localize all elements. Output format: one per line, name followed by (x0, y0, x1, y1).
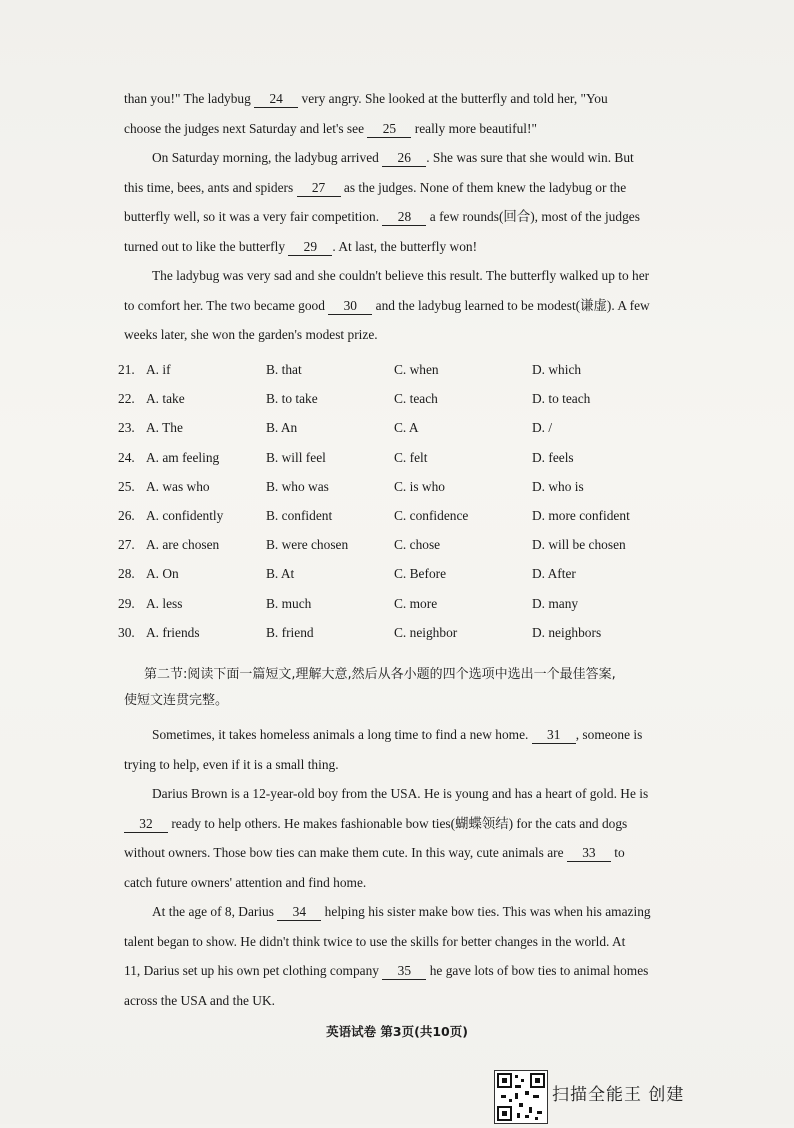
line-text: to comfort her. The two became good (124, 297, 329, 313)
option-c: C. felt (394, 449, 428, 465)
blank-number: 27 (297, 180, 341, 197)
question-number: 22. (118, 391, 135, 407)
section-two-instructions (124, 662, 704, 714)
line-text: a few rounds(回合), most of the judges (426, 209, 640, 224)
option-a: A. if (146, 362, 171, 377)
line-text: Darius Brown is a 12-year-old boy from the USA. He is young and has a heart of gold. He is (152, 786, 649, 801)
page-footer: 英语试卷 第3页(共10页) (326, 1024, 468, 1039)
options-table (118, 362, 718, 654)
blank-number: 24 (254, 91, 298, 108)
option-row (118, 391, 718, 420)
passage-line (124, 986, 704, 1016)
line-text: helping his sister make bow ties. This was when his amazing (321, 904, 651, 919)
option-c: C. A (394, 420, 419, 436)
passage-line (124, 143, 704, 173)
line-text: butterfly well, so it was a very fair competition. (124, 209, 383, 224)
option-b: B. who was (266, 478, 329, 494)
option-c: C. when (394, 362, 439, 377)
blank-number: 30 (328, 298, 372, 315)
line-text: turned out to like the butterfly (124, 238, 289, 254)
option-c: C. teach (394, 391, 438, 407)
question-number: 21. (118, 362, 135, 377)
line-text: and the ladybug learned to be modest(谦虚). A few (372, 297, 650, 313)
line-text: without owners. Those bow ties can make them cute. In this way, cute animals are (124, 845, 567, 860)
option-d: D. / (532, 420, 553, 436)
option-a: A. take (146, 391, 185, 407)
option-d: D. to teach (532, 391, 591, 407)
option-a: A. are chosen (146, 537, 220, 553)
passage-line (124, 202, 704, 232)
option-b: B. friend (266, 624, 314, 640)
option-row (118, 625, 718, 654)
option-a: A. confidently (146, 507, 224, 523)
line-text: than you!" The ladybug (124, 91, 255, 106)
line-text: At the age of 8, Darius (152, 904, 278, 919)
question-number: 30. (118, 624, 135, 640)
question-number: 27. (118, 537, 135, 553)
line-text: very angry. She looked at the butterfly and told her, "You (298, 91, 608, 106)
passage-line (124, 750, 704, 780)
scanner-watermark: 扫描全能王 创建 (552, 1085, 685, 1105)
option-row (118, 537, 718, 566)
option-row (118, 508, 718, 537)
option-c: C. Before (394, 566, 447, 582)
line-text: . She was sure that she would win. But (426, 150, 634, 165)
passage-line (124, 114, 704, 144)
option-d: D. which (532, 362, 582, 377)
line-text: this time, bees, ants and spiders (124, 179, 297, 195)
question-number: 24. (118, 449, 135, 465)
line-text: . At last, the butterfly won! (332, 238, 478, 254)
blank-number: 31 (532, 727, 576, 744)
option-d: D. will be chosen (532, 537, 626, 553)
option-a: A. The (146, 420, 183, 436)
question-number: 28. (118, 566, 135, 582)
blank-number: 32 (124, 816, 168, 833)
option-a: A. am feeling (146, 449, 220, 465)
option-c: C. chose (394, 537, 441, 553)
line-text: across the USA and the UK. (124, 992, 275, 1008)
passage-line (124, 232, 704, 262)
option-row (118, 450, 718, 479)
option-b: B. to take (266, 391, 318, 407)
passage-line (124, 84, 704, 114)
option-row (118, 479, 718, 508)
line-text: to (610, 845, 625, 860)
option-row (118, 566, 718, 595)
question-number: 23. (118, 420, 135, 436)
line-text: Sometimes, it takes homeless animals a long time to find a new home. (152, 727, 532, 742)
passage-line (124, 838, 704, 868)
line-text: weeks later, she won the garden's modest prize. (124, 327, 378, 342)
option-row (118, 596, 718, 625)
line-text: The ladybug was very sad and she couldn't believe this result. The butterfly walked up to her (152, 268, 650, 283)
option-row (118, 420, 718, 449)
blank-number: 25 (367, 121, 411, 138)
line-text: , someone is (575, 727, 643, 742)
blank-number: 28 (382, 209, 426, 226)
passage-line (124, 868, 704, 898)
passage-line (124, 956, 704, 986)
option-b: B. confident (266, 507, 333, 523)
option-a: A. less (146, 595, 183, 611)
passage-line (124, 173, 704, 203)
section-two-line-2: 使短文连贯完整。 (124, 693, 229, 708)
question-number: 25. (118, 478, 135, 494)
line-text: really more beautiful!" (411, 120, 537, 136)
blank-number: 33 (567, 845, 611, 862)
passage-line (124, 720, 704, 750)
line-text: On Saturday morning, the ladybug arrived (152, 150, 383, 165)
passage-two (124, 720, 704, 1015)
line-text: talent began to show. He didn't think twice to use the skills for better changes in the world. At (124, 933, 626, 949)
line-text: catch future owners' attention and find home. (124, 874, 367, 890)
option-d: D. many (532, 595, 579, 611)
passage-line (124, 897, 704, 927)
blank-number: 29 (288, 239, 332, 256)
qr-code-icon (494, 1070, 548, 1124)
line-text: choose the judges next Saturday and let's see (124, 120, 368, 136)
option-b: B. much (266, 595, 312, 611)
passage-one (124, 84, 704, 350)
option-b: B. An (266, 420, 298, 436)
passage-line (124, 291, 704, 321)
option-d: D. After (532, 566, 576, 582)
blank-number: 35 (382, 963, 426, 980)
question-number: 29. (118, 595, 135, 611)
option-a: A. was who (146, 478, 210, 494)
option-b: B. that (266, 362, 302, 377)
option-d: D. who is (532, 478, 584, 494)
option-b: B. were chosen (266, 537, 349, 553)
option-b: B. At (266, 566, 295, 582)
option-a: A. On (146, 566, 179, 582)
section-two-line-1: 第二节:阅读下面一篇短文,理解大意,然后从各小题的四个选项中选出一个最佳答案, (144, 667, 616, 682)
option-d: D. feels (532, 449, 574, 465)
option-b: B. will feel (266, 449, 326, 465)
blank-number: 34 (277, 904, 321, 921)
line-text: as the judges. None of them knew the ladybug or the (340, 179, 627, 195)
option-d: D. neighbors (532, 624, 602, 640)
option-row (118, 362, 718, 391)
line-text: he gave lots of bow ties to animal homes (426, 963, 649, 978)
passage-line (124, 320, 704, 350)
passage-line (124, 261, 704, 291)
passage-line (124, 809, 704, 839)
line-text: trying to help, even if it is a small thing. (124, 756, 339, 772)
option-c: C. neighbor (394, 624, 458, 640)
option-c: C. more (394, 595, 438, 611)
line-text: 11, Darius set up his own pet clothing company (124, 963, 383, 978)
passage-line (124, 927, 704, 957)
option-c: C. confidence (394, 507, 469, 523)
option-d: D. more confident (532, 507, 630, 523)
line-text: ready to help others. He makes fashionable bow ties(蝴蝶领结) for the cats and dogs (168, 815, 628, 831)
blank-number: 26 (382, 150, 426, 167)
option-a: A. friends (146, 624, 200, 640)
option-c: C. is who (394, 478, 445, 494)
question-number: 26. (118, 507, 135, 523)
passage-line (124, 779, 704, 809)
